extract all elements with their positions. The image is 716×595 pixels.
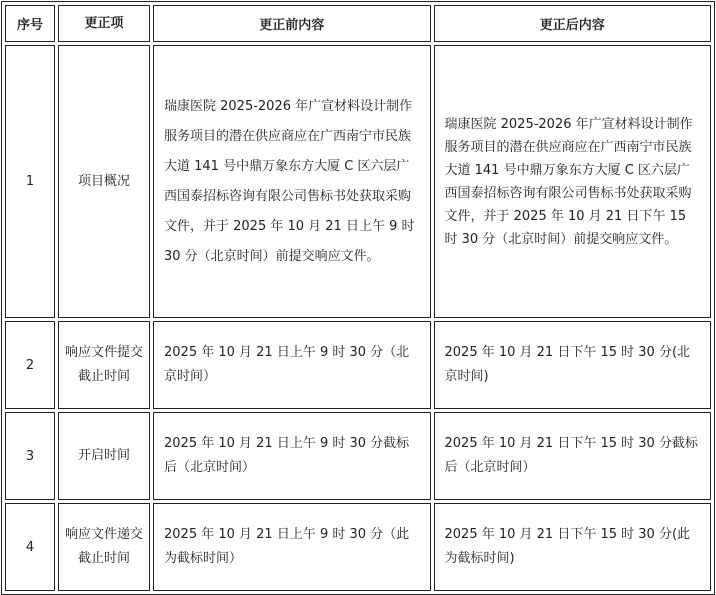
row-after: 2025 年 10 月 21 日下午 15 时 30 分(此为截标时间) xyxy=(434,503,712,591)
row-item: 开启时间 xyxy=(58,412,150,500)
table-row xyxy=(5,503,711,591)
table-row xyxy=(5,321,711,409)
row-after: 2025 年 10 月 21 日下午 15 时 30 分(北京时间) xyxy=(434,321,712,409)
row-before: 2025 年 10 月 21 日上午 9 时 30 分（北京时间） xyxy=(153,321,431,409)
row-before: 瑞康医院 2025-2026 年广宣材料设计制作服务项目的潜在供应商应在广西南宁市民族大道 141 号中鼎万象东方大厦 C 区六层广西国泰招标咨询有限公司售标书处获取采购文件，并于 2025 年 10 月 21 日上午 9 时 30 分（北京时间）前提交响应文件。 xyxy=(153,45,431,318)
row-item: 响应文件提交截止时间 xyxy=(58,321,150,409)
table-row xyxy=(5,412,711,500)
header-after: 更正后内容 xyxy=(434,5,712,42)
row-after: 2025 年 10 月 21 日下午 15 时 30 分截标后（北京时间） xyxy=(434,412,712,500)
row-after: 瑞康医院 2025-2026 年广宣材料设计制作服务项目的潜在供应商应在广西南宁市民族大道 141 号中鼎万象东方大厦 C 区六层广西国泰招标咨询有限公司售标书处获取采购文件，并于 2025 年 10 月 21 日下午 15 时 30 分（北京时间）前提交响应文件。 xyxy=(434,45,712,318)
row-before: 2025 年 10 月 21 日上午 9 时 30 分（此为截标时间） xyxy=(153,503,431,591)
table-header-row xyxy=(5,5,711,42)
header-item: 更正项 xyxy=(58,5,150,42)
header-no: 序号 xyxy=(5,5,55,42)
row-no: 2 xyxy=(5,321,55,409)
correction-table xyxy=(1,1,715,595)
row-no: 1 xyxy=(5,45,55,318)
header-before: 更正前内容 xyxy=(153,5,431,42)
row-before: 2025 年 10 月 21 日上午 9 时 30 分截标后（北京时间） xyxy=(153,412,431,500)
table-row xyxy=(5,45,711,318)
row-no: 4 xyxy=(5,503,55,591)
row-item: 项目概况 xyxy=(58,45,150,318)
row-no: 3 xyxy=(5,412,55,500)
row-item: 响应文件递交截止时间 xyxy=(58,503,150,591)
